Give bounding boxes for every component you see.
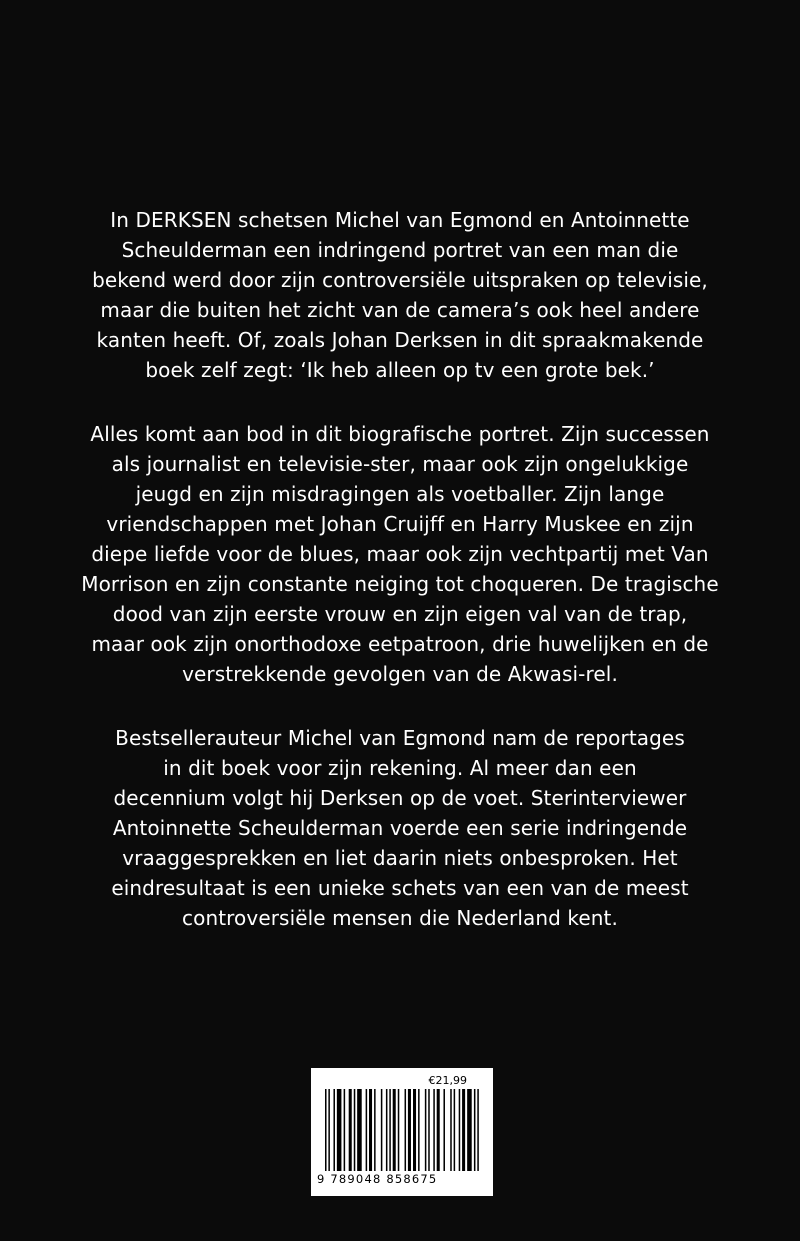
barcode-bar: [325, 1089, 327, 1171]
barcode-bar: [454, 1089, 456, 1171]
barcode-label: [311, 1068, 493, 1196]
barcode-bar: [413, 1089, 416, 1171]
barcode-bar: [418, 1089, 420, 1171]
barcode-bar: [349, 1089, 352, 1171]
barcode-bar: [405, 1089, 407, 1171]
barcode-bar: [467, 1089, 472, 1171]
barcode-bar: [344, 1089, 346, 1171]
back-cover-blurb: [60, 205, 740, 967]
barcode-bar: [450, 1089, 452, 1171]
barcode-bar: [459, 1089, 461, 1171]
isbn-number: 9 789048 858675: [317, 1172, 438, 1186]
barcode-bar: [398, 1089, 400, 1171]
barcode-bar: [408, 1089, 411, 1171]
barcode-bar: [462, 1089, 465, 1171]
barcode-bar: [369, 1089, 372, 1171]
barcode-bar: [393, 1089, 396, 1171]
barcode-bar: [437, 1089, 440, 1171]
barcode-bar: [386, 1089, 388, 1171]
barcode-bar: [366, 1089, 368, 1171]
blurb-paragraph-1: In DERKSEN schetsen Michel van Egmond en Antoinnette Scheulderman een indringend portret van een man die bekend werd door zijn controversiële uitspraken op televisie, maar die buiten het zicht van de camera’s ook heel andere kanten heeft. Of, zoals Johan Derksen in dit spraakmakende boek zelf zegt: ‘Ik heb alleen op tv een grote bek.’: [92, 208, 708, 382]
barcode-bar: [443, 1089, 445, 1171]
barcode-bar: [337, 1089, 342, 1171]
blurb-paragraph-2: Alles komt aan bod in dit biografische portret. Zijn successen als journalist en televisie-ster, maar ook zijn ongelukkige jeugd en zijn misdragingen als voetballer. Zijn lange vriendschappen met Johan Cruijff en Harry Muskee en zijn diepe liefde voor de blues, maar ook zijn vechtpartij met Van Morrison en zijn constante neiging tot choqueren. De tragische dood van zijn eerste vrouw en zijn eigen val van de trap, maar ook zijn onorthodoxe eetpatroon, drie huwelijken en de verstrekkende gevolgen van de Akwasi-rel.: [81, 422, 719, 686]
barcode-bar: [477, 1089, 479, 1171]
barcode-bar: [433, 1089, 435, 1171]
barcode-bar: [474, 1089, 476, 1171]
barcode-bars: [325, 1089, 479, 1171]
price-label: €21,99: [428, 1074, 467, 1087]
barcode-bar: [354, 1089, 356, 1171]
blurb-paragraph-3: Bestsellerauteur Michel van Egmond nam de reportages in dit boek voor zijn rekening. Al meer dan een decennium volgt hij Derksen op de voet. Sterinterviewer Antoinnette Scheulderman voerde een serie indringende vraaggesprekken en liet daarin niets onbesproken. Het eindresultaat is een unieke schets van een van de meest controversiële mensen die Nederland kent.: [111, 726, 689, 930]
barcode-bar: [374, 1089, 376, 1171]
barcode-bar: [381, 1089, 383, 1171]
barcode-bar: [328, 1089, 330, 1171]
barcode-bar: [333, 1089, 335, 1171]
barcode-bar: [389, 1089, 391, 1171]
barcode-bar: [425, 1089, 427, 1171]
barcode-bar: [428, 1089, 430, 1171]
barcode-bar: [357, 1089, 362, 1171]
